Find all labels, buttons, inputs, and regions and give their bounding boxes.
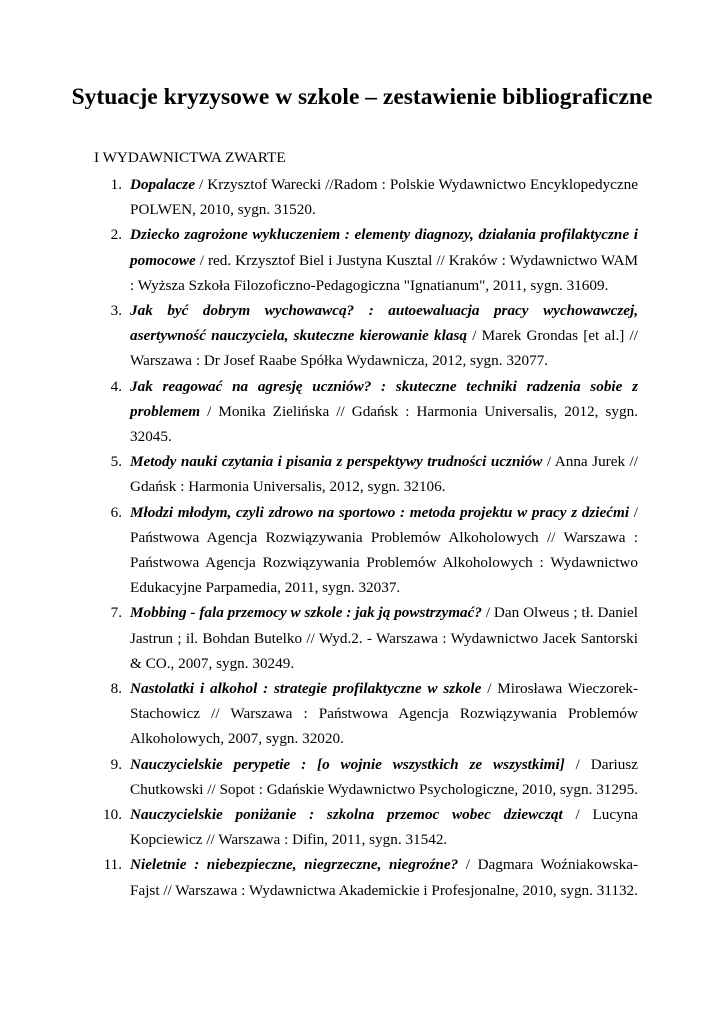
list-item <box>94 449 638 499</box>
list-item <box>94 752 638 802</box>
entry-details: / Mirosława Wieczorek-Stachowicz // Warszawa : Państwowa Agencja Rozwiązywania Problemów Alkoholowych, 2007, sygn. 32020. <box>130 680 638 748</box>
list-item <box>94 852 638 902</box>
list-item <box>94 374 638 450</box>
entry-title: Nauczycielskie poniżanie : szkolna przemoc wobec dziewcząt <box>130 806 563 824</box>
entry-title: Mobbing - fala przemocy w szkole : jak ją powstrzymać? <box>130 604 482 622</box>
entry-details: / Dariusz Chutkowski // Sopot : Gdańskie Wydawnictwo Psychologiczne, 2010, sygn. 31295. <box>130 755 639 798</box>
entry-details: / Monika Zielińska // Gdańsk : Harmonia Universalis, 2012, sygn. 32045. <box>130 402 638 446</box>
entry-number: 7. <box>110 604 122 622</box>
entry-number: 6. <box>110 503 122 521</box>
entry-title: Dopalacze <box>130 176 195 193</box>
entry-title: Nauczycielskie perypetie : [o wojnie wszystkich ze wszystkimi] <box>130 755 565 773</box>
list-item <box>94 172 638 222</box>
entry-number: 10. <box>103 806 122 824</box>
entry-number: 8. <box>110 680 122 698</box>
entry-title: Jak być dobrym wychowawcą? : autoewaluacja pracy wychowawczej, asertywność nauczyciela, skuteczne kierowanie klasą <box>130 302 638 345</box>
document-title: Sytuacje kryzysowe w szkole – zestawienie bibliograficzne <box>71 84 653 110</box>
entry-number: 9. <box>110 755 122 773</box>
entry-number: 5. <box>110 453 122 471</box>
list-item <box>94 500 638 601</box>
section-heading: I WYDAWNICTWA ZWARTE <box>94 149 286 166</box>
entry-details: / Anna Jurek // Gdańsk : Harmonia Universalis, 2012, sygn. 32106. <box>130 453 638 496</box>
list-item <box>94 600 638 676</box>
entry-number: 1. <box>110 176 122 193</box>
entry-number: 4. <box>110 377 122 395</box>
bibliography-list <box>94 172 638 903</box>
entry-title: Młodzi młodym, czyli zdrowo na sportowo : metoda projektu w pracy z dziećmi <box>130 503 630 521</box>
entry-details: / Dan Olweus ; tł. Daniel Jastrun ; il. Bohdan Butelko // Wyd.2. - Warszawa : Wydawnictwo Jacek Santorski & CO., 2007, sygn. 30249. <box>130 604 638 672</box>
entry-details: / Lucyna Kopciewicz // Warszawa : Difin, 2011, sygn. 31542. <box>130 806 638 849</box>
entry-details: / red. Krzysztof Biel i Justyna Kusztal // Kraków : Wydawnictwo WAM : Wyższa Szkoła Filozoficzno-Pedagogiczna "Ignatianum", 2011, sygn. 31609. <box>130 251 638 294</box>
list-item <box>94 802 638 852</box>
entry-title: Dziecko zagrożone wykluczeniem : elementy diagnozy, działania profilaktyczne i pomocowe <box>130 226 638 269</box>
entry-title: Metody nauki czytania i pisania z perspektywy trudności uczniów <box>130 453 543 471</box>
entry-title: Jak reagować na agresję uczniów? : skuteczne techniki radzenia sobie z problemem <box>130 377 638 420</box>
entry-number: 3. <box>110 302 122 320</box>
entry-details: / Państwowa Agencja Rozwiązywania Problemów Alkoholowych // Warszawa : Państwowa Agencja Rozwiązywania Problemów Alkoholowych : Wydawnictwo Edukacyjne Parpamedia, 2011, sygn. 32037. <box>130 503 638 597</box>
list-item <box>94 222 638 298</box>
entry-details: / Krzysztof Warecki //Radom : Polskie Wydawnictwo Encyklopedyczne POLWEN, 2010, sygn. 31520. <box>130 176 638 219</box>
entry-details: / Dagmara Woźniakowska-Fajst // Warszawa : Wydawnictwa Akademickie i Profesjonalne, 2010, sygn. 31132. <box>130 856 638 899</box>
list-item <box>94 676 638 752</box>
entry-title: Nieletnie : niebezpieczne, niegrzeczne, niegroźne? <box>130 856 459 874</box>
entry-number: 2. <box>110 226 122 244</box>
entry-number: 11. <box>103 856 122 874</box>
entry-details: / Marek Grondas [et al.] // Warszawa : Dr Josef Raabe Spółka Wydawnicza, 2012, sygn. 32077. <box>130 327 638 370</box>
entry-title: Nastolatki i alkohol : strategie profilaktyczne w szkole <box>130 680 482 698</box>
list-item <box>94 298 638 374</box>
